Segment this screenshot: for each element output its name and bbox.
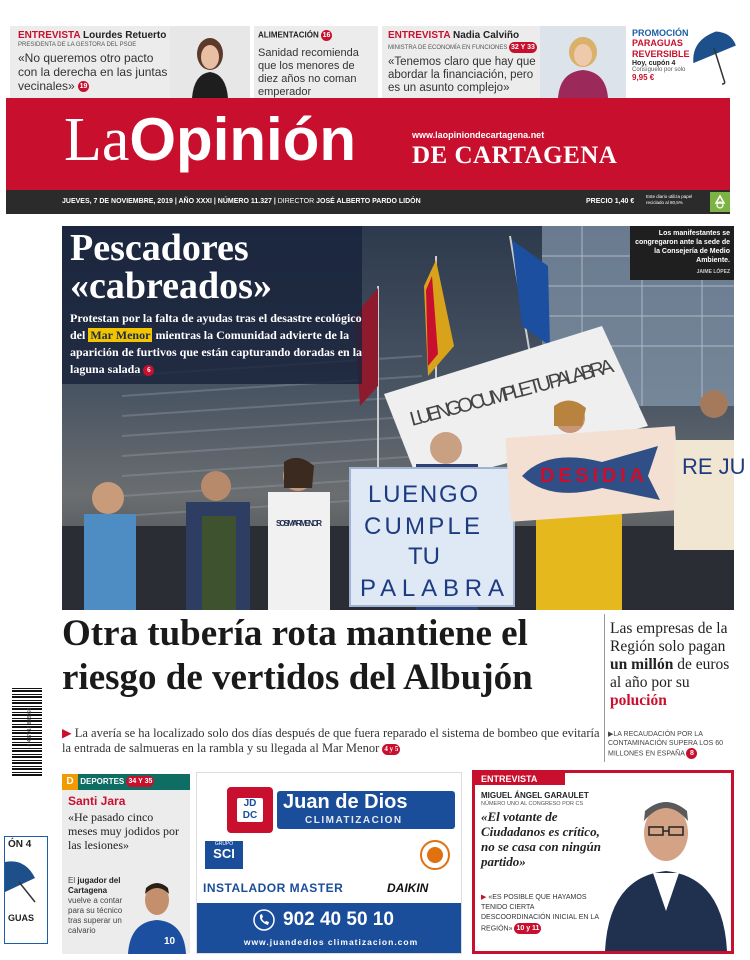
interview-extra: ▶ «ES POSIBLE QUE HAYAMOS TENIDO CIERTA DESCOORDINACIÓN INICIAL EN LA REGIÓN» 10 y 11 [481, 894, 599, 933]
main-headline[interactable]: Otra tubería rota mantiene el riesgo de vertidos del Albujón [62, 613, 533, 698]
ad-logo: JD DC [227, 787, 273, 833]
masthead[interactable] [6, 98, 730, 190]
left-promo-bottom: GUAS [8, 913, 35, 923]
masthead-subtitle: DE CARTAGENA [412, 142, 618, 169]
teaser-left[interactable] [10, 26, 250, 98]
lead-photo[interactable] [62, 226, 746, 610]
masthead-url[interactable]: www.laopiniondecartagena.net [412, 130, 545, 140]
teaser-right-quote: «Tenemos claro que hay que abordar la financiación, pero es un asunto complejo» [388, 56, 536, 94]
ad-url[interactable]: www.juandedios climatizacion.com [243, 937, 419, 947]
teaser-middle-text: Sanidad recomienda que los menores de diez años no coman emperador [258, 47, 359, 98]
promo-title: PARAGUAS REVERSIBLE [632, 38, 690, 59]
barcode-digits: 8 437018 898098 [27, 707, 33, 747]
daikin-logo: DAIKIN [387, 881, 429, 895]
ad-sub: CLIMATIZACION [305, 815, 403, 826]
sign2-line3: TU [408, 543, 440, 570]
sign2-line1: LUENGO [368, 481, 478, 508]
lead-headline-1[interactable]: Pescadores [70, 227, 249, 269]
sign2-line4: PALABRA [360, 575, 504, 602]
page-ref: 34 Y 35 [128, 778, 153, 786]
photo-caption: Los manifestantes se congregaron ante la sede de la Consejería de Medio Ambiente. JAIME LÓPEZ [630, 226, 734, 280]
umbrella-icon [686, 30, 738, 86]
page-ref: 32 Y 33 [511, 44, 535, 51]
interview-quote: «El votante de Ciudadanos es crítico, no se casa con ningún partido» [481, 809, 601, 869]
lead-deck: Protestan por la falta de ayudas tras el desastre ecológico del Mar Menor mientras la Comunidad advierte de la aparición de furtivos que están capturando doradas en la laguna salada 6 [70, 311, 363, 376]
ad-phone[interactable]: 902 40 50 10 [283, 909, 394, 930]
brand-la: La [64, 106, 130, 174]
sign2-line2: CUMPLE [364, 513, 480, 540]
teaser-right-subtitle: MINISTRA DE ECONOMÍA EN FUNCIONES 32 Y 33 [388, 44, 535, 52]
promo-line1: Hoy, cupón 4 [632, 60, 676, 67]
promo-tag: PROMOCIÓN [632, 28, 689, 38]
phone-icon [253, 909, 275, 931]
ad-installer-bar: INSTALADOR MASTER DAIKIN [197, 877, 461, 899]
teaser-right-heading: ENTREVISTA Nadia Calviño [388, 30, 520, 41]
banner-text: LUENGO CUMPLE TU PALABRA [407, 355, 617, 431]
sports-name: Santi Jara [68, 794, 126, 808]
left-promo-top: ÓN 4 [8, 839, 32, 850]
arrow-icon: ▶ [608, 731, 614, 738]
left-promo[interactable] [4, 836, 48, 944]
lead-headline-2[interactable]: «cabreados» [70, 265, 272, 307]
interview-box[interactable] [472, 770, 734, 954]
brand-logo [64, 104, 356, 176]
interview-tag: ENTREVISTA [475, 773, 565, 785]
promo-umbrella[interactable] [628, 26, 740, 98]
umbrella-icon [5, 852, 47, 908]
page-ref: 6 [143, 365, 154, 376]
brand-opinion: Opinión [129, 106, 357, 173]
teaser-middle-heading: ALIMENTACIÓN 16 [258, 30, 331, 40]
recycled-note: Este diario utiliza papel reciclado al 80,5% [646, 194, 693, 205]
sign3-text: DESIDIA [540, 465, 644, 487]
arrow-icon: ▶ [62, 726, 72, 740]
arrow-icon: ▶ [481, 894, 487, 901]
page-ref: 4 y 5 [384, 744, 399, 753]
quality-seal-icon [419, 839, 451, 871]
sports-quote: «He pasado cinco meses muy jodidos por las lesiones» [68, 810, 179, 852]
side-story[interactable]: Las empresas de la Región solo pagan un millón de euros al año por su polución [610, 620, 730, 709]
sports-box[interactable] [62, 774, 190, 954]
interview-name: MIGUEL ÁNGEL GARAULET [481, 791, 589, 800]
teaser-left-heading: ENTREVISTA Lourdes Retuerto [18, 30, 167, 41]
teaser-right[interactable] [382, 26, 626, 98]
sign4-text: RE JU [682, 454, 746, 479]
page-ref: 16 [322, 32, 331, 39]
shirt-text: SOS MAR MENOR [276, 519, 322, 528]
ad-group: GRUPO SCI [205, 841, 243, 869]
page-ref: 8 [686, 748, 697, 759]
promo-price: 9,95 € [632, 73, 655, 82]
photo-credit: JAIME LÓPEZ [696, 269, 730, 275]
sports-body: El jugador del Cartagena vuelve a contar para su técnico tras superar un calvario [68, 876, 123, 935]
side-sub: ▶LA RECAUDACIÓN POR LA CONTAMINACIÓN SUPERA LOS 60 MILLONES EN ESPAÑA 8 [608, 731, 724, 758]
ad-juan-de-dios[interactable] [196, 772, 462, 954]
main-body: ▶ La avería se ha localizado solo dos días después de que fuera reparado el sistema de bombeo que evitaría la entrada de salmueras en la rambla y su llegada al Mar Menor 4 y 5 [62, 726, 600, 755]
teaser-middle[interactable] [254, 26, 378, 98]
page-ref: 10 y 11 [516, 925, 540, 932]
teaser-left-subtitle: PRESIDENTA DE LA GESTORA DEL PSOE [18, 42, 137, 48]
ad-brand: Juan de Dios [283, 791, 408, 813]
recycle-icon [710, 192, 730, 212]
promo-line2: Consíguelo por solo [632, 67, 686, 73]
page-ref: 19 [79, 83, 88, 91]
sports-letter: D [62, 774, 78, 790]
side-divider [604, 614, 605, 762]
dateline-bar [6, 190, 730, 214]
portrait-garaulet [601, 781, 731, 951]
interview-subtitle: NÚMERO UNO AL CONGRESO POR CS [481, 801, 584, 807]
dateline-price: PRECIO 1,40 € [586, 198, 635, 205]
svg-text:10: 10 [164, 936, 176, 947]
portrait-nadia [540, 26, 626, 98]
teaser-left-quote: «No queremos otro pacto con la derecha en las juntas vecinales» 19 [18, 51, 168, 93]
player-photo [124, 870, 190, 954]
dateline-left: JUEVES, 7 DE NOVIEMBRE, 2019 | AÑO XXXI | NÚMERO 11.327 | DIRECTOR JOSÉ ALBERTO PARDO LIDÓN [62, 198, 421, 205]
sports-header: D DEPORTES 34 Y 35 [62, 774, 190, 790]
portrait-lourdes [170, 26, 250, 98]
